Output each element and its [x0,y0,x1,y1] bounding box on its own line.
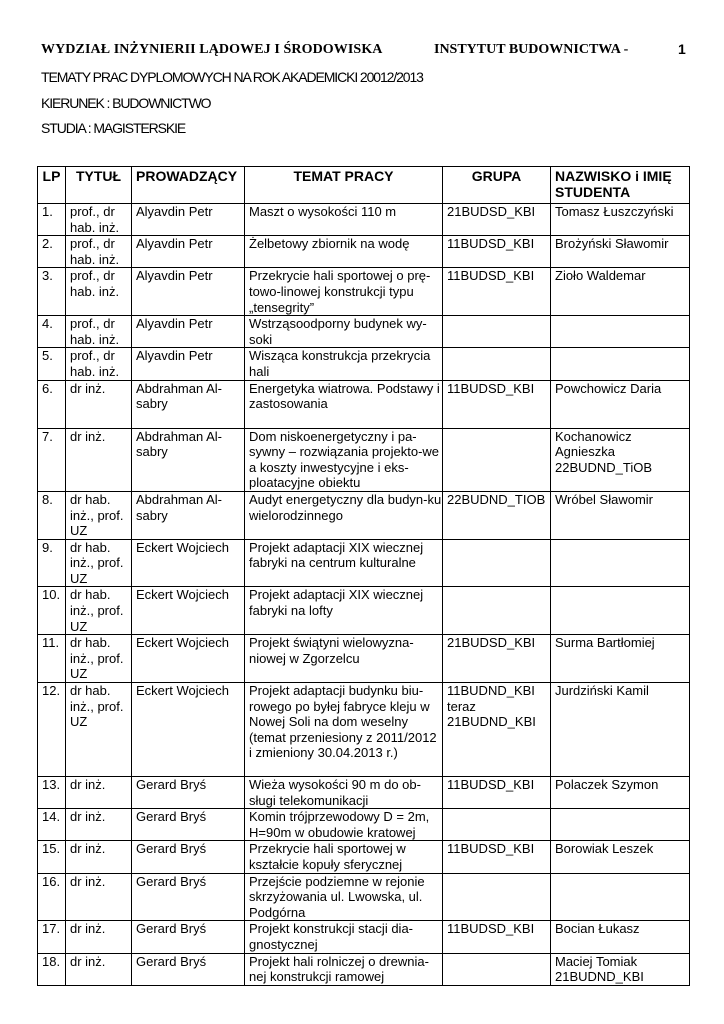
row-number: 11. [38,635,66,683]
student-group [443,873,551,921]
thesis-topic: Przekrycie hali sportowej w kształcie kopuły sferycznej [245,841,443,873]
supervisor: Gerard Bryś [132,921,245,953]
thesis-topic: Audyt energetyczny dla budyn-ku wielorodzinnego [245,491,443,539]
table-row [38,428,690,491]
thesis-topic: Przejście podziemne w rejonie skrzyżowania ul. Lwowska, ul. Podgórna [245,873,443,921]
supervisor: Gerard Bryś [132,841,245,873]
supervisor: Alyavdin Petr [132,316,245,348]
student-group: 21BUDSD_KBI [443,204,551,236]
student-name [551,348,690,380]
academic-title: dr hab. inż., prof. UZ [66,635,132,683]
col-header-topic: TEMAT PRACY [245,167,443,204]
thesis-topic: Projekt hali rolniczej o drewnia-nej konstrukcji ramowej [245,953,443,985]
supervisor: Eckert Wojciech [132,635,245,683]
thesis-topic: Projekt adaptacji budynku biu-rowego po byłej fabryce kleju w Nowej Soli na dom weselny (temat przeniesiony z 2011/2012 i zmieniony 30.04.2013 r.) [245,683,443,777]
academic-title: prof., dr hab. inż. [66,236,132,268]
supervisor: Alyavdin Petr [132,236,245,268]
supervisor: Alyavdin Petr [132,204,245,236]
row-number: 7. [38,428,66,491]
student-group: 11BUDSD_KBI [443,380,551,428]
supervisor: Eckert Wojciech [132,683,245,777]
student-group: 11BUDSD_KBI [443,236,551,268]
study-level: STUDIA : MAGISTERSKIE [41,120,186,136]
academic-title: dr inż. [66,953,132,985]
row-number: 17. [38,921,66,953]
row-number: 1. [38,204,66,236]
row-number: 12. [38,683,66,777]
table-row [38,953,690,985]
thesis-topic: Projekt adaptacji XIX wiecznej fabryki na centrum kulturalne [245,539,443,587]
academic-title: prof., dr hab. inż. [66,204,132,236]
table-row [38,873,690,921]
col-header-supervisor: PROWADZĄCY [132,167,245,204]
table-row [38,380,690,428]
thesis-topics-table [37,166,690,986]
table-row [38,683,690,777]
supervisor: Gerard Bryś [132,777,245,809]
supervisor: Gerard Bryś [132,873,245,921]
thesis-topic: Energetyka wiatrowa. Podstawy i zastosowania [245,380,443,428]
thesis-topic: Projekt adaptacji XIX wiecznej fabryki na lofty [245,587,443,635]
student-group: 11BUDND_KBI teraz 21BUDND_KBI [443,683,551,777]
student-name [551,873,690,921]
col-header-student: NAZWISKO i IMIĘ STUDENTA [551,167,690,204]
page-number: 1 [678,41,686,57]
supervisor: Abdrahman Al-sabry [132,428,245,491]
institute-name: INSTYTUT BUDOWNICTWA - [434,42,629,57]
thesis-topic: Wisząca konstrukcja przekrycia hali [245,348,443,380]
table-row [38,316,690,348]
student-name: Zioło Waldemar [551,268,690,316]
student-name [551,809,690,841]
table-row [38,809,690,841]
student-name [551,316,690,348]
academic-title: dr inż. [66,380,132,428]
row-number: 18. [38,953,66,985]
supervisor: Gerard Bryś [132,953,245,985]
thesis-topic: Dom niskoenergetyczny i pa-sywny – rozwiązania projekto-we a koszty inwestycyjne i eks-ploatacyjne obiektu [245,428,443,491]
academic-title: dr inż. [66,841,132,873]
table-row [38,539,690,587]
supervisor: Eckert Wojciech [132,587,245,635]
student-name [551,539,690,587]
student-name [551,587,690,635]
table-row [38,236,690,268]
academic-title: dr hab. inż., prof. UZ [66,539,132,587]
student-name: Kochanowicz Agnieszka 22BUDND_TiOB [551,428,690,491]
row-number: 15. [38,841,66,873]
academic-title: dr hab. inż., prof. UZ [66,683,132,777]
academic-title: dr inż. [66,873,132,921]
table-row [38,587,690,635]
thesis-topic: Żelbetowy zbiornik na wodę [245,236,443,268]
col-header-group: GRUPA [443,167,551,204]
student-group [443,348,551,380]
row-number: 13. [38,777,66,809]
supervisor: Gerard Bryś [132,809,245,841]
student-name: Brożyński Sławomir [551,236,690,268]
table-header-row [38,167,690,204]
row-number: 8. [38,491,66,539]
table-row [38,921,690,953]
thesis-topic: Projekt konstrukcji stacji dia-gnostycznej [245,921,443,953]
academic-title: dr hab. inż., prof. UZ [66,587,132,635]
student-group: 21BUDSD_KBI [443,635,551,683]
table-row [38,348,690,380]
academic-title: dr inż. [66,777,132,809]
row-number: 4. [38,316,66,348]
row-number: 10. [38,587,66,635]
student-name: Polaczek Szymon [551,777,690,809]
row-number: 6. [38,380,66,428]
col-header-title: TYTUŁ [66,167,132,204]
student-group [443,953,551,985]
academic-title: dr hab. inż., prof. UZ [66,491,132,539]
student-name: Bocian Łukasz [551,921,690,953]
table-row [38,491,690,539]
academic-title: dr inż. [66,428,132,491]
supervisor: Alyavdin Petr [132,268,245,316]
document-title: TEMATY PRAC DYPLOMOWYCH NA ROK AKADEMICKI 20012/2013 [41,69,423,85]
academic-title: prof., dr hab. inż. [66,316,132,348]
supervisor: Alyavdin Petr [132,348,245,380]
supervisor: Eckert Wojciech [132,539,245,587]
student-name: Borowiak Leszek [551,841,690,873]
row-number: 3. [38,268,66,316]
col-header-lp: LP [38,167,66,204]
thesis-topic: Projekt świątyni wielowyzna-niowej w Zgorzelcu [245,635,443,683]
academic-title: dr inż. [66,921,132,953]
faculty-name: WYDZIAŁ INŻYNIERII LĄDOWEJ I ŚRODOWISKA [41,42,383,57]
row-number: 14. [38,809,66,841]
thesis-topic: Maszt o wysokości 110 m [245,204,443,236]
row-number: 5. [38,348,66,380]
field-of-study: KIERUNEK : BUDOWNICTWO [41,95,211,111]
student-group: 11BUDSD_KBI [443,921,551,953]
student-name: Powchowicz Daria [551,380,690,428]
table-row [38,841,690,873]
student-group: 22BUDND_TIOB [443,491,551,539]
student-group [443,316,551,348]
student-name: Maciej Tomiak 21BUDND_KBI [551,953,690,985]
student-name: Wróbel Sławomir [551,491,690,539]
student-group [443,809,551,841]
thesis-topic: Komin trójprzewodowy D = 2m, H=90m w obudowie kratowej [245,809,443,841]
student-group: 11BUDSD_KBI [443,268,551,316]
student-name: Tomasz Łuszczyński [551,204,690,236]
row-number: 9. [38,539,66,587]
thesis-topic: Wstrząsoodporny budynek wy-soki [245,316,443,348]
academic-title: prof., dr hab. inż. [66,348,132,380]
table-row [38,635,690,683]
student-group: 11BUDSD_KBI [443,841,551,873]
student-group [443,428,551,491]
supervisor: Abdrahman Al-sabry [132,380,245,428]
table-row [38,777,690,809]
student-name: Jurdziński Kamil [551,683,690,777]
row-number: 2. [38,236,66,268]
student-group [443,587,551,635]
row-number: 16. [38,873,66,921]
student-group: 11BUDSD_KBI [443,777,551,809]
student-group [443,539,551,587]
thesis-topic: Przekrycie hali sportowej o prę-towo-linowej konstrukcji typu „tensegrity” [245,268,443,316]
table-row [38,204,690,236]
table-row [38,268,690,316]
supervisor: Abdrahman Al-sabry [132,491,245,539]
academic-title: dr inż. [66,809,132,841]
thesis-topic: Wieża wysokości 90 m do ob-sługi telekomunikacji [245,777,443,809]
academic-title: prof., dr hab. inż. [66,268,132,316]
student-name: Surma Bartłomiej [551,635,690,683]
